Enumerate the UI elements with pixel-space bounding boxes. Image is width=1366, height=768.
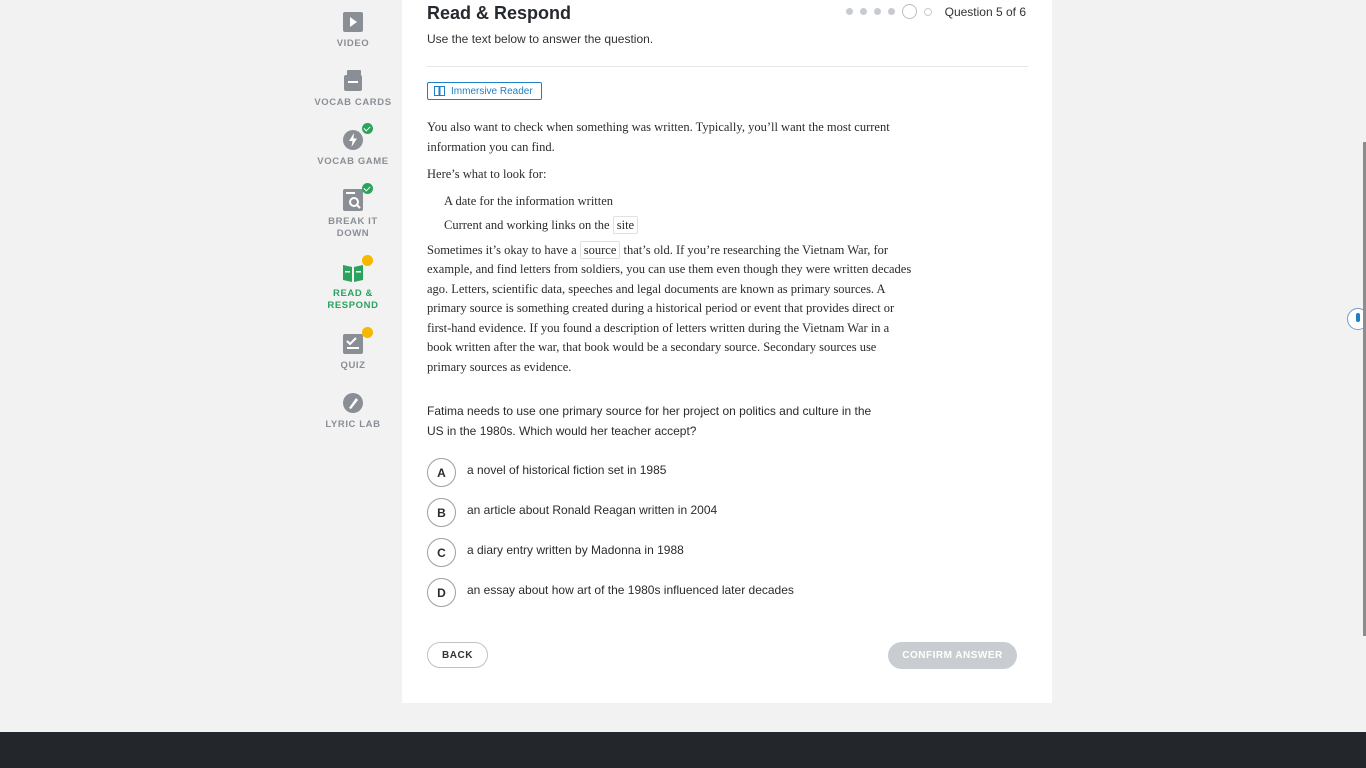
vocab-word-site[interactable]: site [613, 216, 638, 234]
lyric-lab-icon [341, 391, 365, 415]
sidebar-item-lyric-lab[interactable] [308, 391, 398, 431]
answer-option-c[interactable] [427, 538, 684, 567]
passage-paragraph [427, 241, 917, 378]
option-letter: C [427, 538, 456, 567]
list-item: A date for the information written [444, 193, 614, 208]
progress-dot [888, 8, 895, 15]
passage-paragraph: You also want to check when something was written. Typically, you’ll want the most current information you can find. [427, 120, 890, 154]
vocab-word-source[interactable]: source [580, 241, 621, 259]
page-footer [0, 732, 1366, 768]
passage-list [444, 192, 917, 236]
question-prompt: Fatima needs to use one primary source for her project on politics and culture in the US in the 1980s. Which would her teacher accept? [427, 404, 872, 438]
progress-dot [846, 8, 853, 15]
sidebar-item-label: LYRIC LAB [325, 419, 381, 430]
option-text: a novel of historical fiction set in 1985 [467, 463, 667, 477]
immersive-reader-button[interactable] [427, 82, 542, 100]
in-progress-dot-icon [362, 255, 373, 266]
progress-dot-current [902, 4, 917, 19]
answer-option-d[interactable] [427, 578, 794, 607]
sidebar-item-label: VOCAB GAME [317, 156, 389, 167]
option-text: an article about Ronald Reagan written in 2004 [467, 503, 718, 517]
answer-option-b[interactable] [427, 498, 717, 527]
immersive-reader-label: Immersive Reader [451, 85, 533, 97]
sidebar-item-label: VIDEO [336, 38, 370, 49]
magnify-doc-icon [341, 188, 365, 212]
immersive-reader-icon [434, 86, 445, 96]
back-button[interactable]: BACK [427, 642, 488, 668]
option-text: a diary entry written by Madonna in 1988 [467, 543, 684, 557]
sidebar-item-label: VOCAB CARDS [314, 97, 392, 108]
sidebar-item-vocab-game[interactable] [308, 128, 398, 168]
sidebar-item-quiz[interactable] [308, 332, 398, 372]
sidebar-item-label: BREAK IT DOWN [328, 216, 378, 239]
passage-text: Sometimes it’s okay to have a [427, 242, 577, 257]
lightning-icon [341, 128, 365, 152]
video-icon [341, 10, 365, 34]
passage-text: that’s old. If you’re researching the Vietnam War, for example, and find letters from soldiers, you can use them even though they were written decades ago. Letters, scientific data, speeches and legal documents are known as primary sources. A primary source is something created during a historical period or event that provides direct or first-hand evidence. If you found a description of letters written during the Vietnam War in a book written after the war, that book would be a secondary source. Secondary sources use primary sources as evidence. [427, 242, 912, 374]
sidebar-item-vocab-cards[interactable] [308, 69, 398, 109]
option-text: an essay about how art of the 1980s influenced later decades [467, 583, 794, 597]
confirm-answer-button[interactable]: CONFIRM ANSWER [888, 642, 1017, 669]
sidebar-item-label: QUIZ [340, 360, 366, 371]
completed-check-icon [362, 183, 373, 194]
option-letter: D [427, 578, 456, 607]
instructions: Use the text below to answer the question. [427, 32, 654, 46]
completed-check-icon [362, 123, 373, 134]
divider [427, 66, 1028, 67]
book-icon [341, 260, 365, 284]
sidebar-item-video[interactable] [308, 10, 398, 50]
sidebar-item-break-it-down[interactable] [308, 188, 398, 240]
vocab-cards-icon [341, 69, 365, 93]
answer-option-a[interactable] [427, 458, 666, 487]
progress-dot-remaining [924, 8, 932, 16]
in-progress-dot-icon [362, 327, 373, 338]
list-item [444, 216, 917, 236]
page-title: Read & Respond [427, 3, 572, 23]
quiz-icon [341, 332, 365, 356]
read-respond-card [402, 0, 1052, 703]
list-item-text: Current and working links on the [444, 218, 610, 232]
option-letter: B [427, 498, 456, 527]
progress-dot [874, 8, 881, 15]
question-counter: Question 5 of 6 [944, 4, 1026, 19]
question-progress [846, 4, 1026, 19]
option-letter: A [427, 458, 456, 487]
sidebar-item-read-and-respond[interactable] [308, 260, 398, 312]
progress-dot [860, 8, 867, 15]
reading-passage [427, 118, 917, 385]
sidebar-item-label: READ & RESPOND [327, 288, 379, 311]
passage-paragraph: Here’s what to look for: [427, 166, 547, 181]
